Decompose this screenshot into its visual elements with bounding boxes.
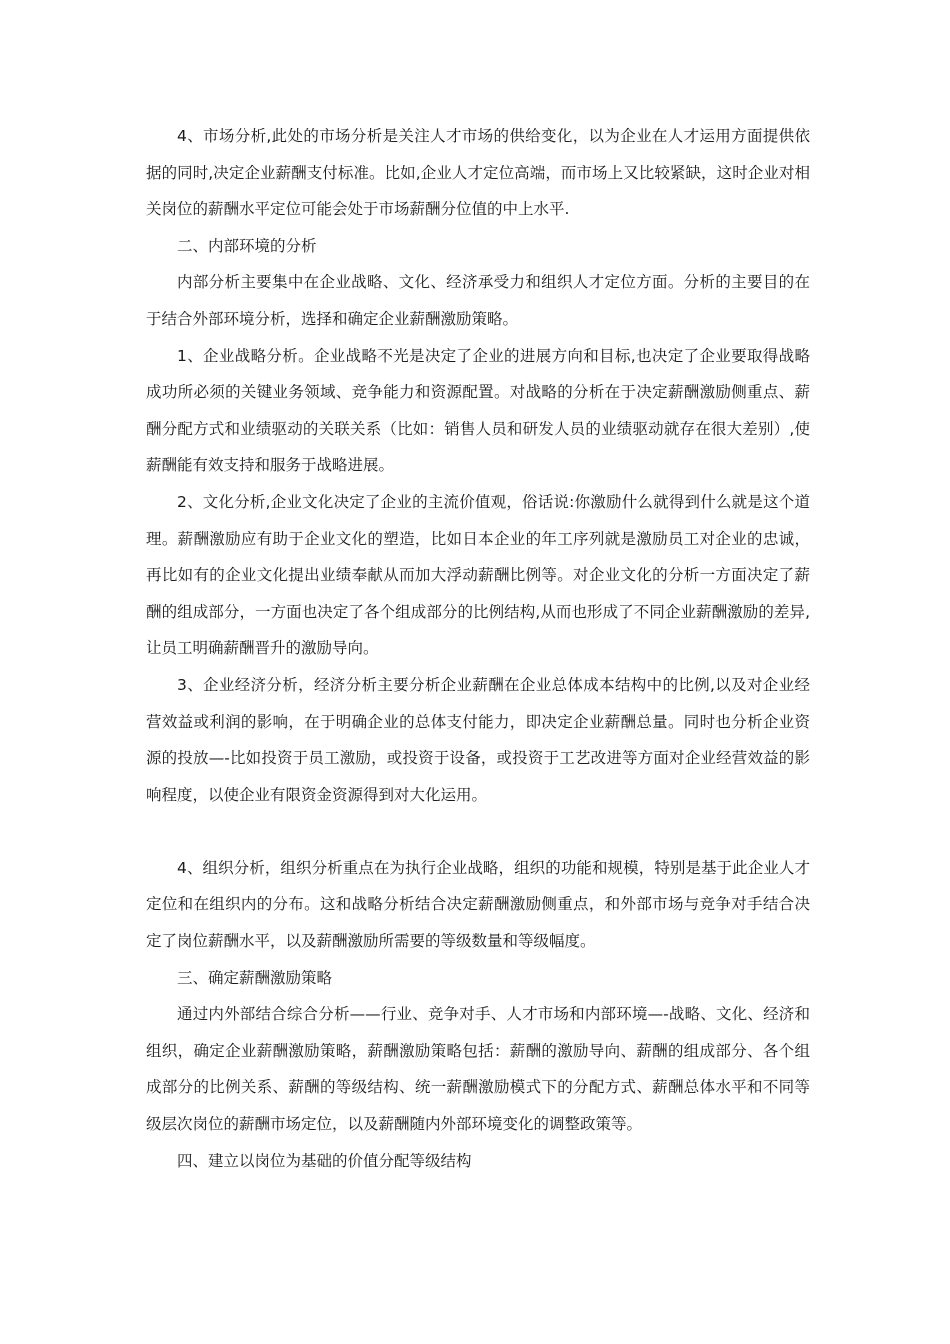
- document-body: [146, 118, 810, 1179]
- blank-line: [146, 813, 810, 850]
- paragraph-organization-analysis: 4、组织分析，组织分析重点在为执行企业战略，组织的功能和规模，特别是基于此企业人才定位和在组织内的分布。这和战略分析结合决定薪酬激励侧重点，和外部市场与竞争对手结合决定了岗位薪酬水平，以及薪酬激励所需要的等级数量和等级幅度。: [146, 858, 810, 951]
- heading-compensation-strategy: 三、确定薪酬激励策略: [177, 968, 333, 987]
- paragraph-culture-analysis: 2、文化分析,企业文化决定了企业的主流价值观，俗话说:你激励什么就得到什么就是这个道理。薪酬激励应有助于企业文化的塑造，比如日本企业的年工序列就是激励员工对企业的忠诚，再比如有的企业文化提出业绩奉献从而加大浮动薪酬比例等。对企业文化的分析一方面决定了薪酬的组成部分，一方面也决定了各个组成部分的比例结构,从而也形成了不同企业薪酬激励的差异,让员工明确薪酬晋升的激励导向。: [146, 492, 810, 658]
- paragraph-market-analysis: 4、市场分析,此处的市场分析是关注人才市场的供给变化，以为企业在人才运用方面提供依据的同时,决定企业薪酬支付标准。比如,企业人才定位高端，而市场上又比较紧缺，这时企业对相关岗位的薪酬水平定位可能会处于市场薪酬分位值的中上水平.: [146, 127, 810, 219]
- heading-internal-environment: 二、内部环境的分析: [177, 236, 317, 255]
- paragraph-economic-analysis: 3、企业经济分析，经济分析主要分析企业薪酬在企业总体成本结构中的比例,以及对企业经营效益或利润的影响，在于明确企业的总体支付能力，即决定企业薪酬总量。同时也分析企业资源的投放—-比如投资于员工激励，或投资于设备，或投资于工艺改进等方面对企业经营效益的影响程度，以使企业有限资金资源得到对大化运用。: [146, 675, 810, 804]
- paragraph-internal-analysis-intro: 内部分析主要集中在企业战略、文化、经济承受力和组织人才定位方面。分析的主要目的在于结合外部环境分析，选择和确定企业薪酬激励策略。: [146, 273, 810, 328]
- heading-grade-structure: 四、建立以岗位为基础的价值分配等级结构: [177, 1151, 472, 1170]
- paragraph-compensation-strategy: 通过内外部结合综合分析——行业、竞争对手、人才市场和内部环境—-战略、文化、经济和组织，确定企业薪酬激励策略，薪酬激励策略包括：薪酬的激励导向、薪酬的组成部分、各个组成部分的比例关系、薪酬的等级结构、统一薪酬激励模式下的分配方式、薪酬总体水平和不同等级层次岗位的薪酬市场定位，以及薪酬随内外部环境变化的调整政策等。: [146, 1005, 810, 1134]
- paragraph-strategy-analysis: 1、企业战略分析。企业战略不光是决定了企业的进展方向和目标,也决定了企业要取得战略成功所必须的关键业务领域、竞争能力和资源配置。对战略的分析在于决定薪酬激励侧重点、薪酬分配方式和业绩驱动的关联关系（比如：销售人员和研发人员的业绩驱动就存在很大差别）,使薪酬能有效支持和服务于战略进展。: [146, 346, 810, 475]
